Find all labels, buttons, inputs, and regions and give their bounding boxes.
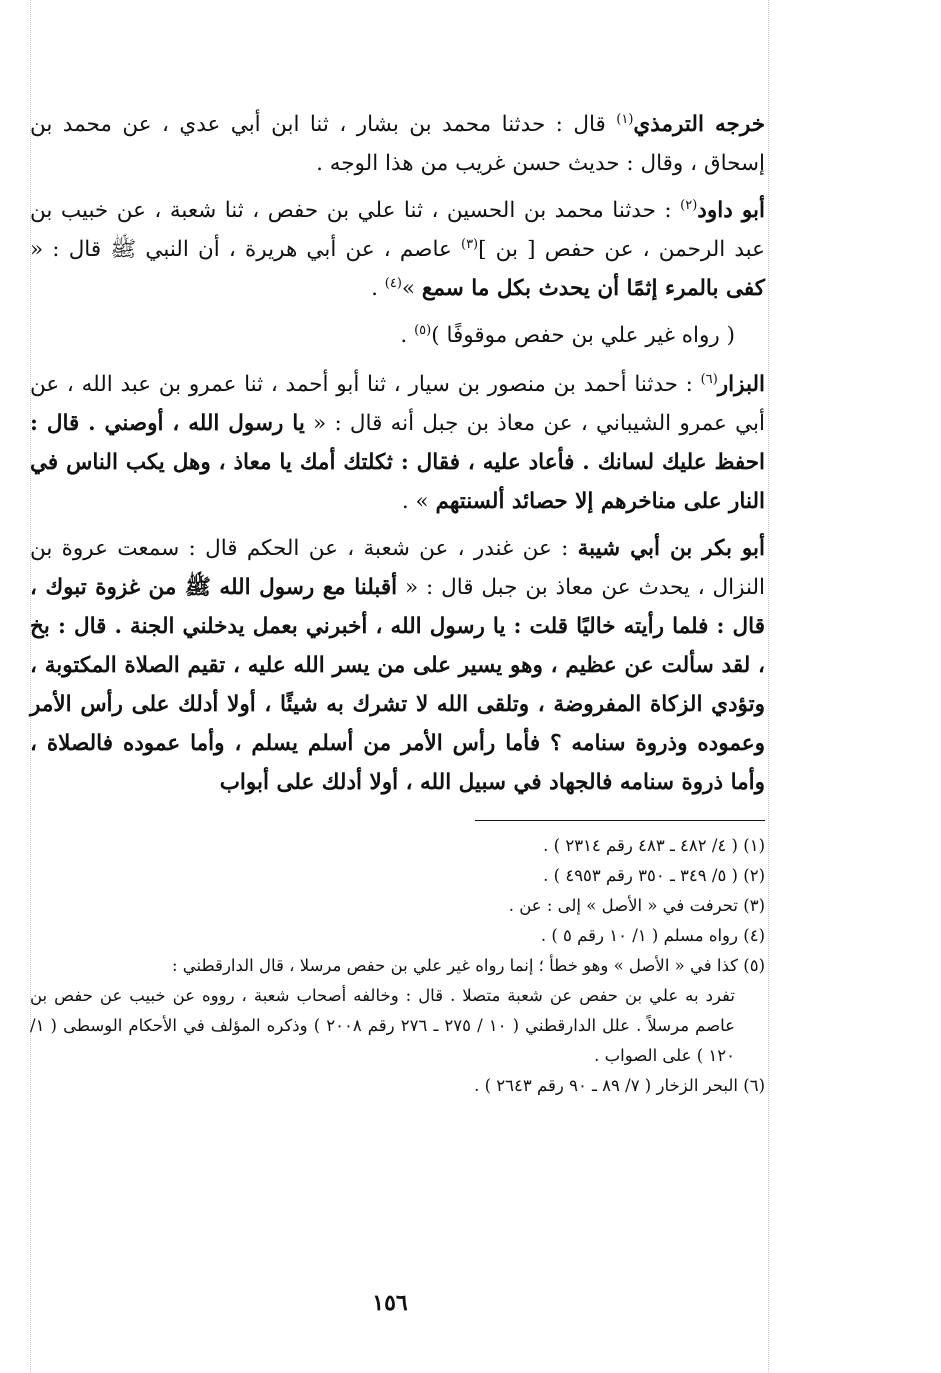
bold-text-run: أبو داود [697, 198, 765, 223]
text-run: . [400, 323, 415, 348]
footnote-4: (٤) رواه مسلم ( ١/ ١٠ رقم ٥ ) . [540, 926, 765, 945]
footnote-ref: (٣) [460, 236, 479, 252]
bold-text-run: أبو بكر بن أبي شيبة [577, 536, 765, 561]
footnote-ref: (٢) [680, 197, 698, 213]
bold-text-run: يا رسول الله ، أوصني . قال : احفظ عليك لسانك . فأعاد عليه ، فقال : ثكلتك أمك يا معاذ ، وهل يكب الناس في النار على مناخرهم إلا حصائد ألسنتهم [30, 411, 765, 514]
page-number: ١٥٦ [372, 1290, 408, 1316]
paragraph-ibn-abi-shaybah [30, 529, 765, 802]
paragraph-abu-dawud [30, 191, 765, 308]
footnotes [30, 831, 765, 1101]
footnote-5: (٥) كذا في « الأصل » وهو خطأ ؛ إنما رواه غير علي بن حفص مرسلا ، قال الدارقطني : [171, 956, 765, 975]
bold-text-run: البزار [717, 372, 765, 397]
text-run: » . [401, 489, 436, 514]
footnote-ref: (٥) [414, 322, 432, 338]
text-run: : حدثنا أحمد بن منصور بن سيار ، ثنا أبو أحمد ، ثنا عمرو بن عبد الله ، عن أبي عمرو الشيباني ، عن معاذ بن جبل أنه قال : « [30, 372, 765, 436]
footnote-1: (١) ( ٤/ ٤٨٢ ـ ٤٨٣ رقم ٢٣١٤ ) . [543, 836, 765, 855]
text-run: » [401, 276, 422, 301]
footnote-6: (٦) البحر الزخار ( ٧/ ٨٩ ـ ٩٠ رقم ٢٦٤٣ ) . [474, 1076, 765, 1095]
bold-text-run: خرجه الترمذي [633, 112, 765, 137]
text-run: عاصم ، عن أبي هريرة ، أن النبي ﷺ قال : « [30, 237, 461, 262]
paragraph-mawquf-note [30, 316, 765, 355]
paragraph-bazzar [30, 365, 765, 521]
paragraph-tirmidhi [30, 105, 765, 183]
bold-text-run: كفى بالمرء إثمًا أن يحدث بكل ما سمع [421, 276, 765, 301]
margin-guide-right [768, 0, 769, 1373]
text-run: : حدثنا محمد بن الحسين ، ثنا علي بن حفص ، ثنا شعبة ، عن خبيب بن عبد الرحمن ، عن حفص [ بن ] [30, 198, 765, 262]
footnote-ref: (٤) [384, 275, 402, 291]
text-run: قال : حدثنا محمد بن بشار ، ثنا ابن أبي عدي ، عن محمد بن إسحاق ، وقال : حديث حسن غريب من هذا الوجه . [30, 112, 765, 176]
footnote-2: (٢) ( ٥/ ٣٤٩ ـ ٣٥٠ رقم ٤٩٥٣ ) . [543, 866, 765, 885]
document-page [30, 105, 765, 1101]
footnote-5-continued: تفرد به علي بن حفص عن شعبة متصلا . قال : وخالفه أصحاب شعبة ، رووه عن خبيب عن حفص بن عاصم مرسلاً . علل الدارقطني ( ١٠ /‏ ٢٧٥ ـ ٢٧٦ رقم ٢٠٠٨ ) وذكره المؤلف في الأحكام الوسطى ( ١/ ١٢٠ ) على الصواب . [30, 986, 735, 1065]
footnote-ref: (١) [616, 111, 634, 127]
footnote-3: (٣) تحرفت في « الأصل » إلى : عن . [508, 896, 765, 915]
text-run: : عن غندر ، عن شعبة ، عن الحكم قال : سمعت عروة بن النزال ، يحدث عن معاذ بن جبل قال : « [30, 536, 765, 600]
text-run: ( رواه غير علي بن حفص موقوفًا ) [431, 323, 735, 348]
footnote-ref: (٦) [700, 371, 718, 387]
footnote-separator [475, 820, 765, 821]
text-run: . [371, 276, 385, 301]
bold-text-run: أقبلنا مع رسول الله ﷺ من غزوة تبوك ، قال : فلما رأيته خاليًا قلت : يا رسول الله ، أخبرني بعمل يدخلني الجنة . قال : بخ ، لقد سألت عن عظيم ، وهو يسير على من يسر الله عليه ، تقيم الصلاة المكتوبة ، وتؤدي الزكاة المفروضة ، وتلقى الله لا تشرك به شيئًا ، أولا أدلك على رأس الأمر وعموده وذروة سنامه ؟ فأما رأس الأمر من أسلم يسلم ، وأما عموده فالصلاة ، وأما ذروة سنامه فالجهاد في سبيل الله ، أولا أدلك على أبواب [30, 575, 765, 795]
